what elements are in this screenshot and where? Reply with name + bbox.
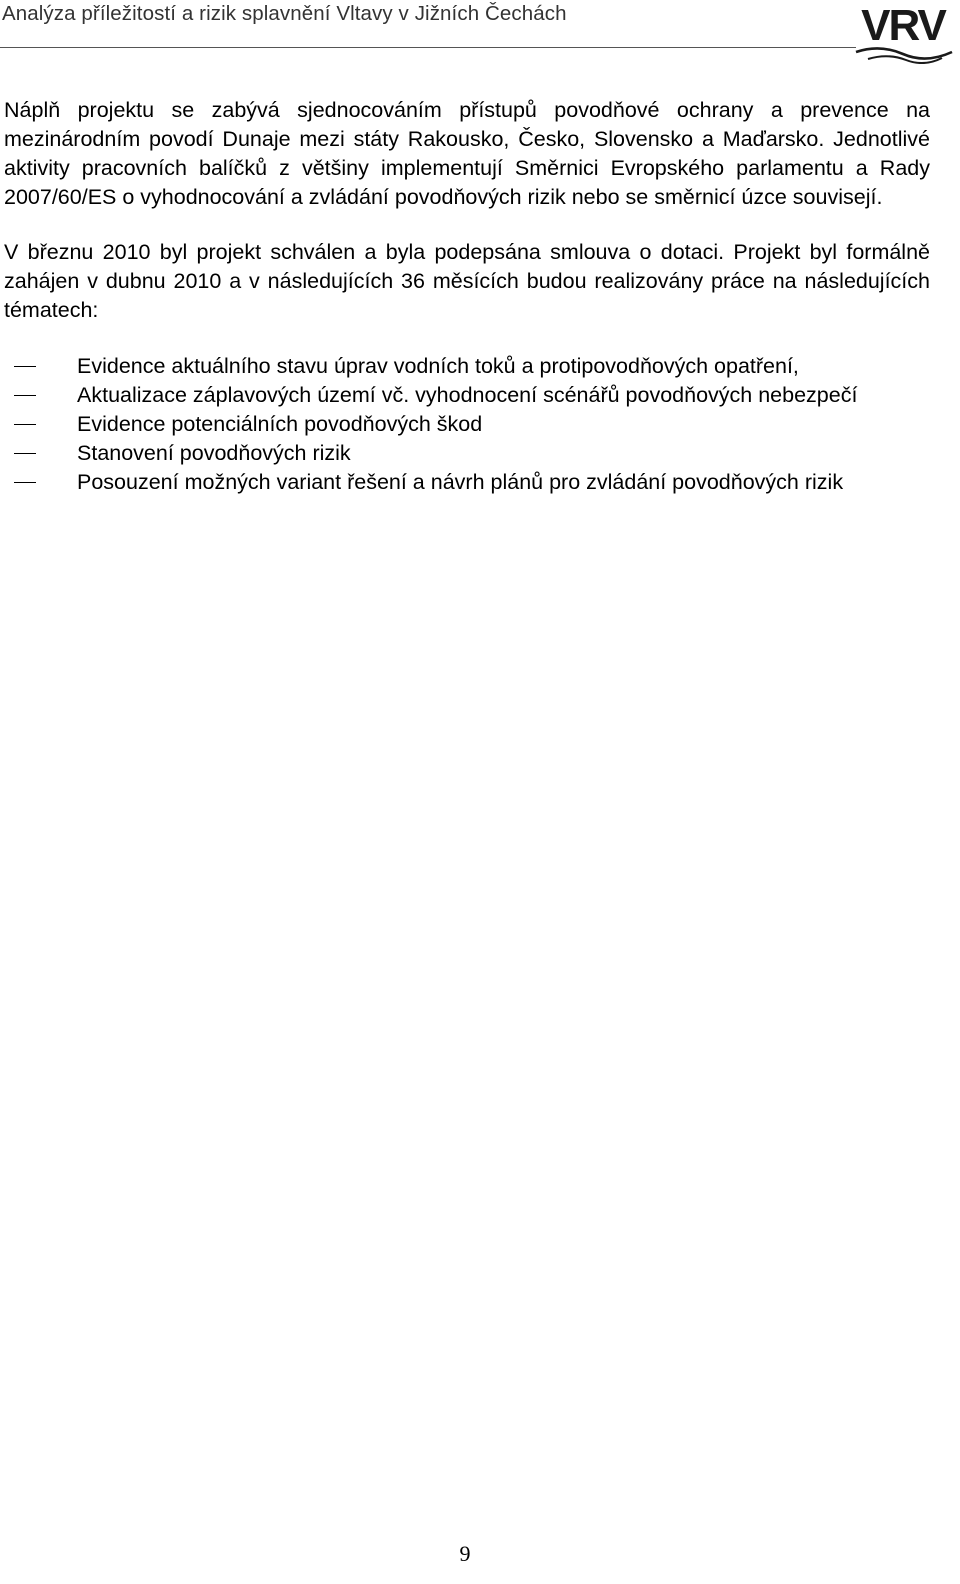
dash-bullet-icon (14, 395, 36, 396)
list-item-text: Aktualizace záplavových území vč. vyhodnocení scénářů povodňových nebezpečí (77, 383, 858, 407)
dash-bullet-icon (14, 366, 36, 367)
list-item (4, 381, 930, 410)
page-number: 9 (459, 1541, 471, 1566)
dash-bullet-icon (14, 424, 36, 425)
list-item (4, 439, 930, 468)
list-item (4, 468, 930, 497)
paragraph-intro: Náplň projektu se zabývá sjednocováním přístupů povodňové ochrany a prevence na mezinárodním povodí Dunaje mezi státy Rakousko, Česko, Slovensko a Maďarsko. Jednotlivé aktivity pracovních balíčků z většiny implementují Směrnici Evropského parlamentu a Rady 2007/60/ES o vyhodnocování a zvládání povodňových rizik nebo se směrnicí úzce souvisejí. (4, 98, 930, 209)
dash-bullet-icon (14, 482, 36, 483)
document-body (4, 96, 930, 497)
header-divider (0, 47, 856, 48)
list-item-text: Evidence potenciálních povodňových škod (77, 412, 483, 436)
header-title: Analýza příležitostí a rizik splavnění Vltavy v Jižních Čechách (2, 2, 567, 25)
page-header (0, 0, 960, 50)
list-item-text: Stanovení povodňových rizik (77, 441, 351, 465)
paragraph-project-start: V březnu 2010 byl projekt schválen a byla podepsána smlouva o dotaci. Projekt byl formálně zahájen v dubnu 2010 a v následujících 36 měsících budou realizovány práce na následujících tématech: (4, 240, 930, 322)
list-item (4, 410, 930, 439)
topic-list (4, 352, 930, 497)
list-item (4, 352, 930, 381)
list-item-text: Posouzení možných variant řešení a návrh plánů pro zvládání povodňových rizik (77, 470, 844, 494)
list-item-text: Evidence aktuálního stavu úprav vodních toků a protipovodňových opatření, (77, 354, 799, 378)
vrv-logo-icon (850, 2, 956, 64)
logo-text: VRV (861, 2, 945, 50)
dash-bullet-icon (14, 453, 36, 454)
